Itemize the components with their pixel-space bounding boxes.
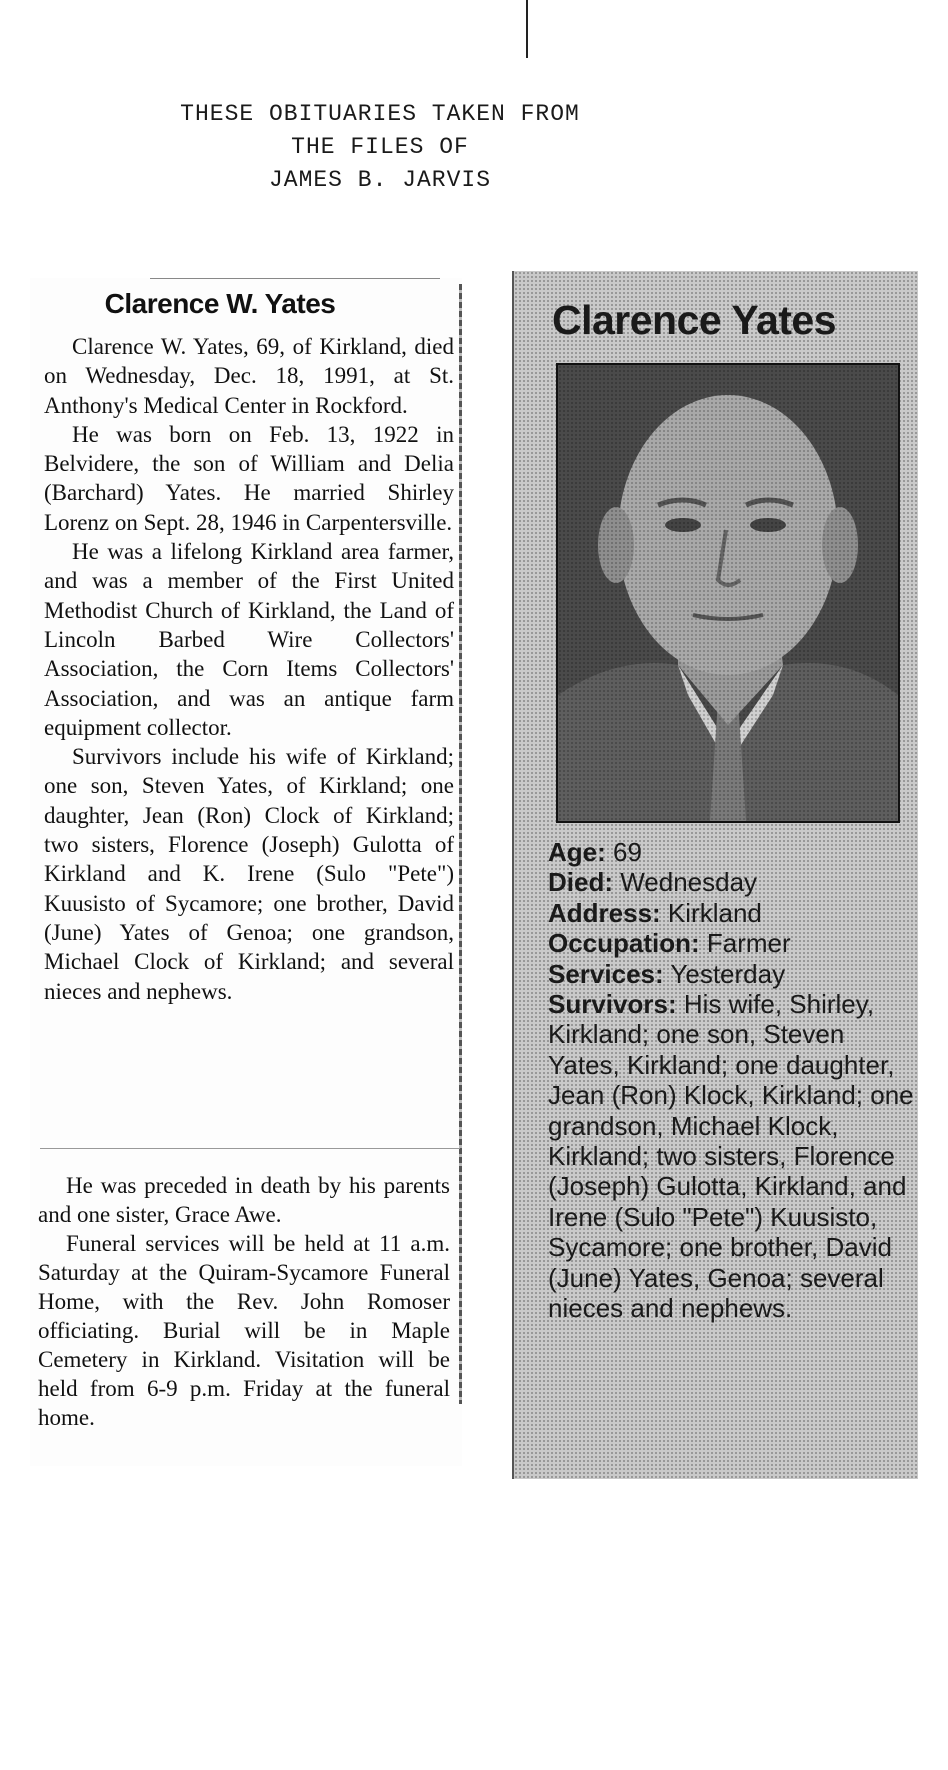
obituary-paragraph: Clarence W. Yates, 69, of Kirkland, died on Wednesday, Dec. 18, 1991, at St. Anthony's Medical Center in Rockford. <box>44 334 454 418</box>
fact-row <box>548 898 918 928</box>
obituary-body <box>44 332 454 1006</box>
obituary-paragraph: He was preceded in death by his parents and one sister, Grace Awe. <box>38 1173 450 1227</box>
fact-value: Wednesday <box>613 867 758 898</box>
fact-row <box>548 959 918 989</box>
header-line: JAMES B. JARVIS <box>268 167 492 193</box>
portrait-photo <box>556 363 900 823</box>
obituary-paragraph: Funeral services will be held at 11 a.m. Saturday at the Quiram-Sycamore Funeral Home, with the Rev. John Romoser officiating. Burial will be in Maple Cemetery in Kirkland. Visitation will be held from 6-9 p.m. Friday at the funeral home. <box>38 1231 450 1430</box>
obituary-clipping-left <box>30 278 462 1466</box>
fact-row <box>548 837 918 867</box>
fact-value: 69 <box>605 837 642 867</box>
fact-row <box>548 928 918 958</box>
obituary-title: Clarence W. Yates <box>104 288 336 319</box>
fact-label: Survivors: <box>548 989 677 1020</box>
page-mark <box>526 0 528 58</box>
clipping-divider <box>40 1148 460 1149</box>
obituary-clipping-right <box>512 271 918 1479</box>
header-line: THE FILES OF <box>291 134 469 160</box>
obituary-paragraph: He was born on Feb. 13, 1922 in Belvidere, the son of William and Delia (Barchard) Yates. He married Shirley Lorenz on Sept. 28, 1946 in Carpentersville. <box>44 421 454 535</box>
fact-row-survivors <box>548 989 918 1323</box>
fact-label: Occupation: <box>548 928 700 959</box>
header-line: THESE OBITUARIES TAKEN FROM <box>180 101 580 127</box>
fact-value: His wife, Shirley, Kirkland; one son, Steven Yates, Kirkland; one daughter, Jean (Ron) Klock, Kirkland; one grandson, Michael Klock, Kirkland; two sisters, Florence (Joseph) Gulotta, Kirkland, and Irene (Sulo "Pete") Kuusisto, Sycamore; one brother, David (June) Yates, Genoa; several nieces and nephews. <box>548 989 914 1324</box>
obituary-paragraph: He was a lifelong Kirkland area farmer, and was a member of the First United Methodist Church of Kirkland, the Land of Lincoln Barbed Wire Collectors' Association, the Corn Items Collectors' Association, and was an antique farm equipment collector. <box>44 539 454 740</box>
page-header <box>0 98 760 197</box>
fact-value: Farmer <box>699 928 791 959</box>
clipping-edge <box>150 278 440 279</box>
fact-label: Address: <box>548 897 661 928</box>
portrait-image <box>558 365 898 821</box>
fact-value: Yesterday <box>663 958 786 989</box>
obituary-body-continued <box>38 1171 450 1432</box>
clipping-edge <box>459 284 462 1404</box>
obituary-facts <box>548 837 918 1324</box>
obituary-paragraph: Survivors include his wife of Kirkland; one son, Steven Yates, of Kirkland; one daughter, Jean (Ron) Clock of Kirkland; two sisters, Florence (Joseph) Gulotta of Kirkland and K. Irene (Sulo "Pete") Kuusisto of Sycamore; one brother, David (June) Yates of Genoa; one grandson, Michael Clock of Kirkland; and several nieces and nephews. <box>44 744 454 1004</box>
fact-row <box>548 867 918 897</box>
fact-value: Kirkland <box>660 897 762 928</box>
fact-label: Died: <box>548 867 613 898</box>
obituary-title: Clarence Yates <box>552 297 837 343</box>
fact-label: Age: <box>548 837 606 867</box>
fact-label: Services: <box>548 958 664 989</box>
